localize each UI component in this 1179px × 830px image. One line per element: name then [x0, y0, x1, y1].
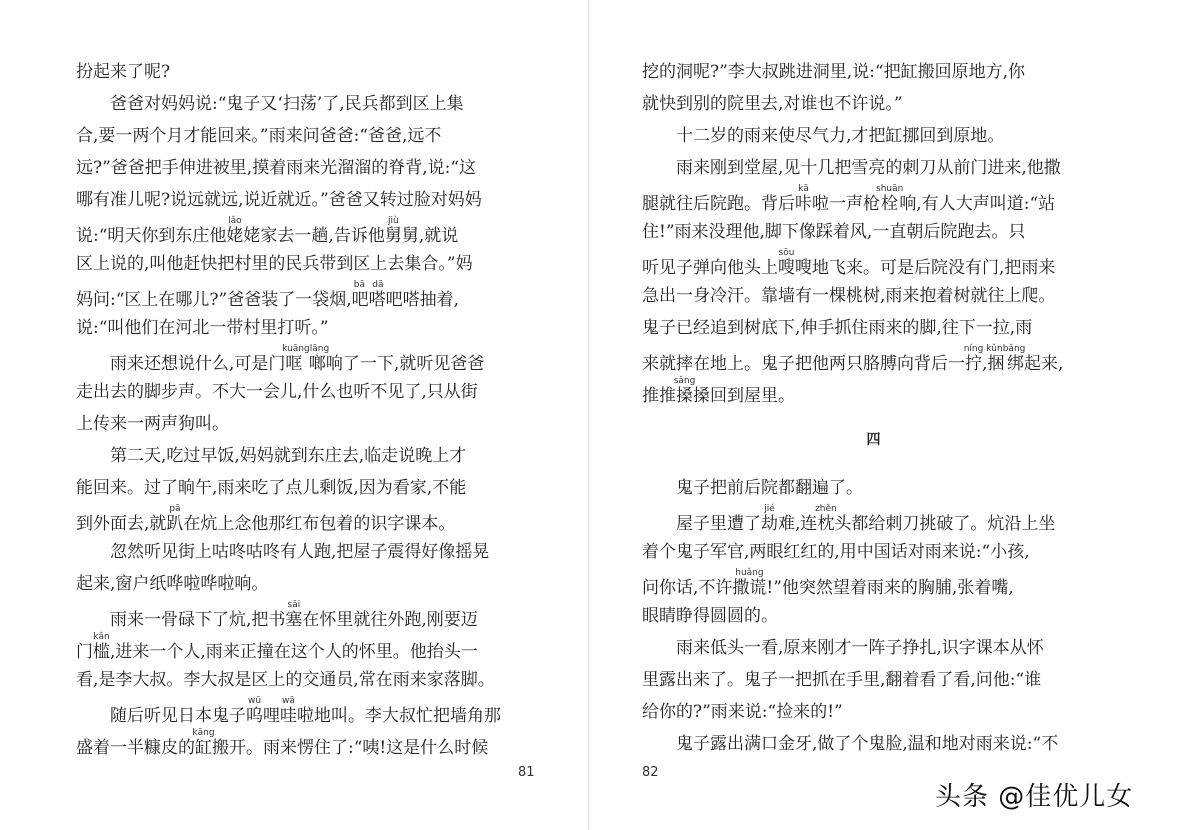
pinyin-annotated-word [285, 600, 303, 630]
text-segment: 听见子弹向他头上 [642, 258, 778, 278]
text-segment: 来就摔在地上。鬼子把他两只胳膊向背后一 [642, 354, 965, 374]
text-segment: 问你话,不许 [642, 578, 733, 598]
pinyin-annotation: wū [246, 696, 263, 706]
text-line [642, 376, 1105, 408]
pinyin-annotated-word [795, 184, 812, 214]
pinyin-annotated-word [761, 504, 778, 534]
text-segment: 给你的?”雨来说:“捡来的!” [642, 702, 843, 722]
text-line [642, 504, 1105, 536]
annotated-characters: 栓 [876, 194, 904, 214]
text-line [76, 440, 538, 472]
text-line [642, 600, 1105, 632]
pinyin-annotation: shuān [876, 184, 904, 194]
text-segment: 在怀里就往外跑,刚要迈 [302, 610, 478, 630]
text-segment: 忽然听见街上咕咚咕咚有人跑,把屋子震得好像摇晃 [110, 542, 490, 562]
text-line [76, 632, 538, 664]
text-segment: 搡回到屋里。 [693, 386, 795, 406]
text-segment: 看,是李大叔。李大叔是区上的交通员,常在雨来家落脚。 [76, 670, 495, 690]
text-line [76, 248, 538, 280]
annotated-characters: 捆绑 [986, 354, 1026, 374]
text-segment: 搬开。雨来愣住了:“咦!这是什么时候 [212, 738, 489, 758]
annotated-characters: 姥 [226, 226, 244, 246]
pinyin-annotated-word [876, 184, 904, 214]
pinyin-annotated-word [732, 568, 767, 598]
text-segment: 起来, [1024, 354, 1064, 374]
text-segment: ,进来一个人,雨来正撞在这个人的怀里。他抬头一 [110, 642, 478, 662]
text-segment: 到外面去,就 [76, 514, 167, 534]
text-segment: 合,要一两个月才能回来。”雨来问爸爸:“爸爸,远不 [76, 126, 442, 146]
text-segment: 嗖地飞来。可是后院没有门,把雨来 [795, 258, 1056, 278]
text-segment: 住!”雨来没理他,脚下像踩着风,一直朝后院跑去。只 [642, 222, 1026, 242]
pinyin-annotation: pā [166, 504, 184, 514]
annotated-characters: 枕 [815, 514, 837, 534]
text-line [76, 600, 538, 632]
text-segment: 门 [76, 642, 93, 662]
text-segment: 里露出来了。鬼子一把抓在手里,翻着看了看,问他:“谁 [642, 670, 1042, 690]
text-segment: 吧嗒抽着, [385, 290, 460, 310]
text-segment: 说:“叫他们在河北一带村里打听。” [76, 318, 329, 338]
pinyin-annotation: sōu [778, 248, 795, 258]
text-line [642, 216, 1105, 248]
text-segment: 走出去的脚步声。不大一会儿,什么也听不见了,只从街 [76, 382, 478, 402]
pinyin-annotation: jié [761, 504, 778, 514]
text-segment: 雨来刚到堂屋,见十几把雪亮的刺刀从前门进来,他撒 [676, 158, 1061, 178]
pinyin-annotation: lǎo [226, 216, 244, 226]
text-line [76, 728, 538, 760]
text-line [76, 280, 538, 312]
pinyin-annotation: jiù [384, 216, 402, 226]
text-line [642, 632, 1105, 664]
text-segment: 响了一下,就听见爸爸 [325, 354, 485, 374]
annotated-characters: 舅 [384, 226, 402, 246]
text-segment: 上传来一两声狗叫。 [76, 414, 229, 434]
annotated-characters: 塞 [285, 610, 303, 630]
text-line [76, 472, 538, 504]
text-segment: 就快到别的院里去,对谁也不许说。” [642, 94, 903, 114]
pinyin-annotation: sǎng [673, 376, 696, 386]
annotated-characters: 吧嗒 [351, 290, 386, 310]
text-segment: 舅,就说 [401, 226, 459, 246]
page-number-left: 81 [518, 765, 535, 780]
annotated-characters: 缸 [192, 738, 215, 758]
text-segment: 区上说的,叫他赶快把村里的民兵带到区上去集合。”妈 [76, 254, 473, 274]
pinyin-annotated-word [166, 504, 184, 534]
text-segment: 鬼子已经追到树底下,伸手抓住雨来的脚,往下一拉,雨 [642, 318, 1033, 338]
text-segment: 鬼子露出满口金牙,做了个鬼脸,温和地对雨来说:“不 [676, 734, 1059, 754]
text-line [642, 664, 1105, 696]
pinyin-annotation: wā [280, 696, 297, 706]
text-line [76, 408, 538, 440]
pinyin-annotated-word [815, 504, 837, 534]
text-line [76, 56, 538, 88]
text-segment: , [982, 354, 988, 374]
pinyin-annotation: kǎn [93, 632, 110, 642]
annotated-characters: 哐啷 [282, 354, 330, 374]
pinyin-annotation: kuānglāng [282, 344, 330, 354]
annotated-characters: 劫 [761, 514, 778, 534]
text-line [642, 56, 1105, 88]
pinyin-annotated-word [673, 376, 696, 406]
text-segment: 第二天,吃过早饭,妈妈就到东庄去,临走说晚上才 [110, 446, 467, 466]
annotated-characters: 呜 [246, 706, 263, 726]
text-segment: 屋子里遭了 [676, 514, 761, 534]
text-segment: 远?”爸爸把手伸进被里,摸着雨来光溜溜的脊背,说:“这 [76, 158, 477, 178]
text-segment: 随后听见日本鬼子 [110, 706, 246, 726]
text-segment: 啦一声枪 [812, 194, 880, 214]
pinyin-annotated-word [986, 344, 1026, 374]
text-segment: 十二岁的雨来使尽气力,才把缸挪回到原地。 [676, 126, 1005, 146]
text-line [76, 344, 538, 376]
text-line [76, 696, 538, 728]
text-segment: 哪有准儿呢?说远就远,说近就近。”爸爸又转过脸对妈妈 [76, 190, 482, 210]
text-line [76, 504, 538, 536]
text-segment: 推推 [642, 386, 676, 406]
text-segment: 响,有人大声叫道:“站 [899, 194, 1056, 214]
text-line [76, 312, 538, 344]
pinyin-annotated-word [246, 696, 263, 726]
pinyin-annotated-word [226, 216, 244, 246]
pinyin-annotated-word [192, 728, 215, 758]
text-line [642, 280, 1105, 312]
text-segment: 盛着一半糠皮的 [76, 738, 195, 758]
pinyin-annotation: kā [795, 184, 812, 194]
text-segment: 爸爸对妈妈说:“鬼子又‘扫荡’了,民兵都到区上集 [110, 94, 464, 114]
pinyin-annotated-word [280, 696, 297, 726]
text-segment: 难,连 [778, 514, 818, 534]
text-line [642, 184, 1105, 216]
text-line [76, 568, 538, 600]
text-line [642, 344, 1105, 376]
pinyin-annotation: sāi [285, 600, 303, 610]
pinyin-annotation: kǔnbǎng [986, 344, 1026, 354]
text-line [76, 152, 538, 184]
text-line [642, 472, 1105, 504]
text-segment: 雨来低头一看,原来刚才一阵子挣扎,识字课本从怀 [676, 638, 1044, 658]
right-page [590, 0, 1179, 830]
pinyin-annotation: níng [963, 344, 984, 354]
right-text-before-heading [642, 56, 1105, 408]
right-page-text [642, 56, 1105, 760]
annotated-characters: 撒谎 [732, 578, 767, 598]
left-page-text [76, 56, 538, 760]
text-segment: 在炕上念他那红布包着的识字课本。 [183, 514, 456, 534]
text-segment: 哩 [263, 706, 280, 726]
text-segment: 雨来还想说什么,可是门 [110, 354, 286, 374]
text-segment: 起来,窗户纸哗啦哗啦响。 [76, 574, 269, 594]
text-line [642, 312, 1105, 344]
left-page [0, 0, 588, 830]
pinyin-annotated-word [351, 280, 386, 310]
text-line [76, 216, 538, 248]
pinyin-annotated-word [282, 344, 330, 374]
pinyin-annotated-word [963, 344, 984, 374]
text-segment: 姥家去一趟,告诉他 [243, 226, 385, 246]
annotated-characters: 嗖 [778, 258, 795, 278]
text-line [642, 696, 1105, 728]
text-segment: 鬼子把前后院都翻遍了。 [676, 478, 863, 498]
pinyin-annotation: bā dā [351, 280, 386, 290]
page-number-right: 82 [642, 765, 659, 780]
text-line [76, 536, 538, 568]
annotated-characters: 搡 [673, 386, 696, 406]
pinyin-annotation: kāng [192, 728, 215, 738]
text-segment: 急出一身冷汗。靠墙有一棵桃树,雨来抱着树就往上爬。 [642, 286, 1056, 306]
text-segment: 腿就往后院跑。背后 [642, 194, 795, 214]
annotated-characters: 哇 [280, 706, 297, 726]
pinyin-annotation: huǎng [732, 568, 767, 578]
annotated-characters: 槛 [93, 642, 110, 662]
text-line [76, 184, 538, 216]
text-segment: 啦地叫。李大叔忙把墙角那 [297, 706, 501, 726]
text-segment: 妈问:“区上在哪儿?”爸爸装了一袋烟, [76, 290, 352, 310]
text-segment: 头都给刺刀挑破了。炕沿上坐 [834, 514, 1056, 534]
annotated-characters: 咔 [795, 194, 812, 214]
pinyin-annotated-word [778, 248, 795, 278]
watermark: 头条 @佳优儿女 [935, 782, 1134, 812]
text-line [642, 568, 1105, 600]
text-segment: !”他突然望着雨来的胸脯,张着嘴, [766, 578, 1014, 598]
text-line [642, 536, 1105, 568]
text-line [642, 152, 1105, 184]
text-line [642, 248, 1105, 280]
right-text-after-heading [642, 472, 1105, 760]
text-line [76, 376, 538, 408]
pinyin-annotated-word [93, 632, 110, 662]
annotated-characters: 拧 [963, 354, 984, 374]
chapter-heading: 四 [866, 432, 881, 448]
text-segment: 能回来。过了晌午,雨来吃了点儿剩饭,因为看家,不能 [76, 478, 467, 498]
text-line [642, 120, 1105, 152]
text-segment: 说:“明天你到东庄他 [76, 226, 227, 246]
text-line [76, 664, 538, 696]
text-segment: 扮起来了呢? [76, 62, 171, 82]
annotated-characters: 趴 [166, 514, 184, 534]
text-line [76, 120, 538, 152]
text-line [642, 88, 1105, 120]
text-segment: 眼睛睁得圆圆的。 [642, 606, 778, 626]
text-line [76, 88, 538, 120]
pinyin-annotation: zhěn [815, 504, 837, 514]
pinyin-annotated-word [384, 216, 402, 246]
text-line [642, 728, 1105, 760]
text-segment: 雨来一骨碌下了炕,把书 [110, 610, 286, 630]
text-segment: 挖的洞呢?”李大叔跳进洞里,说:“把缸搬回原地方,你 [642, 62, 1026, 82]
text-segment: 着个鬼子军官,两眼红红的,用中国话对雨来说:“小孩, [642, 542, 1030, 562]
